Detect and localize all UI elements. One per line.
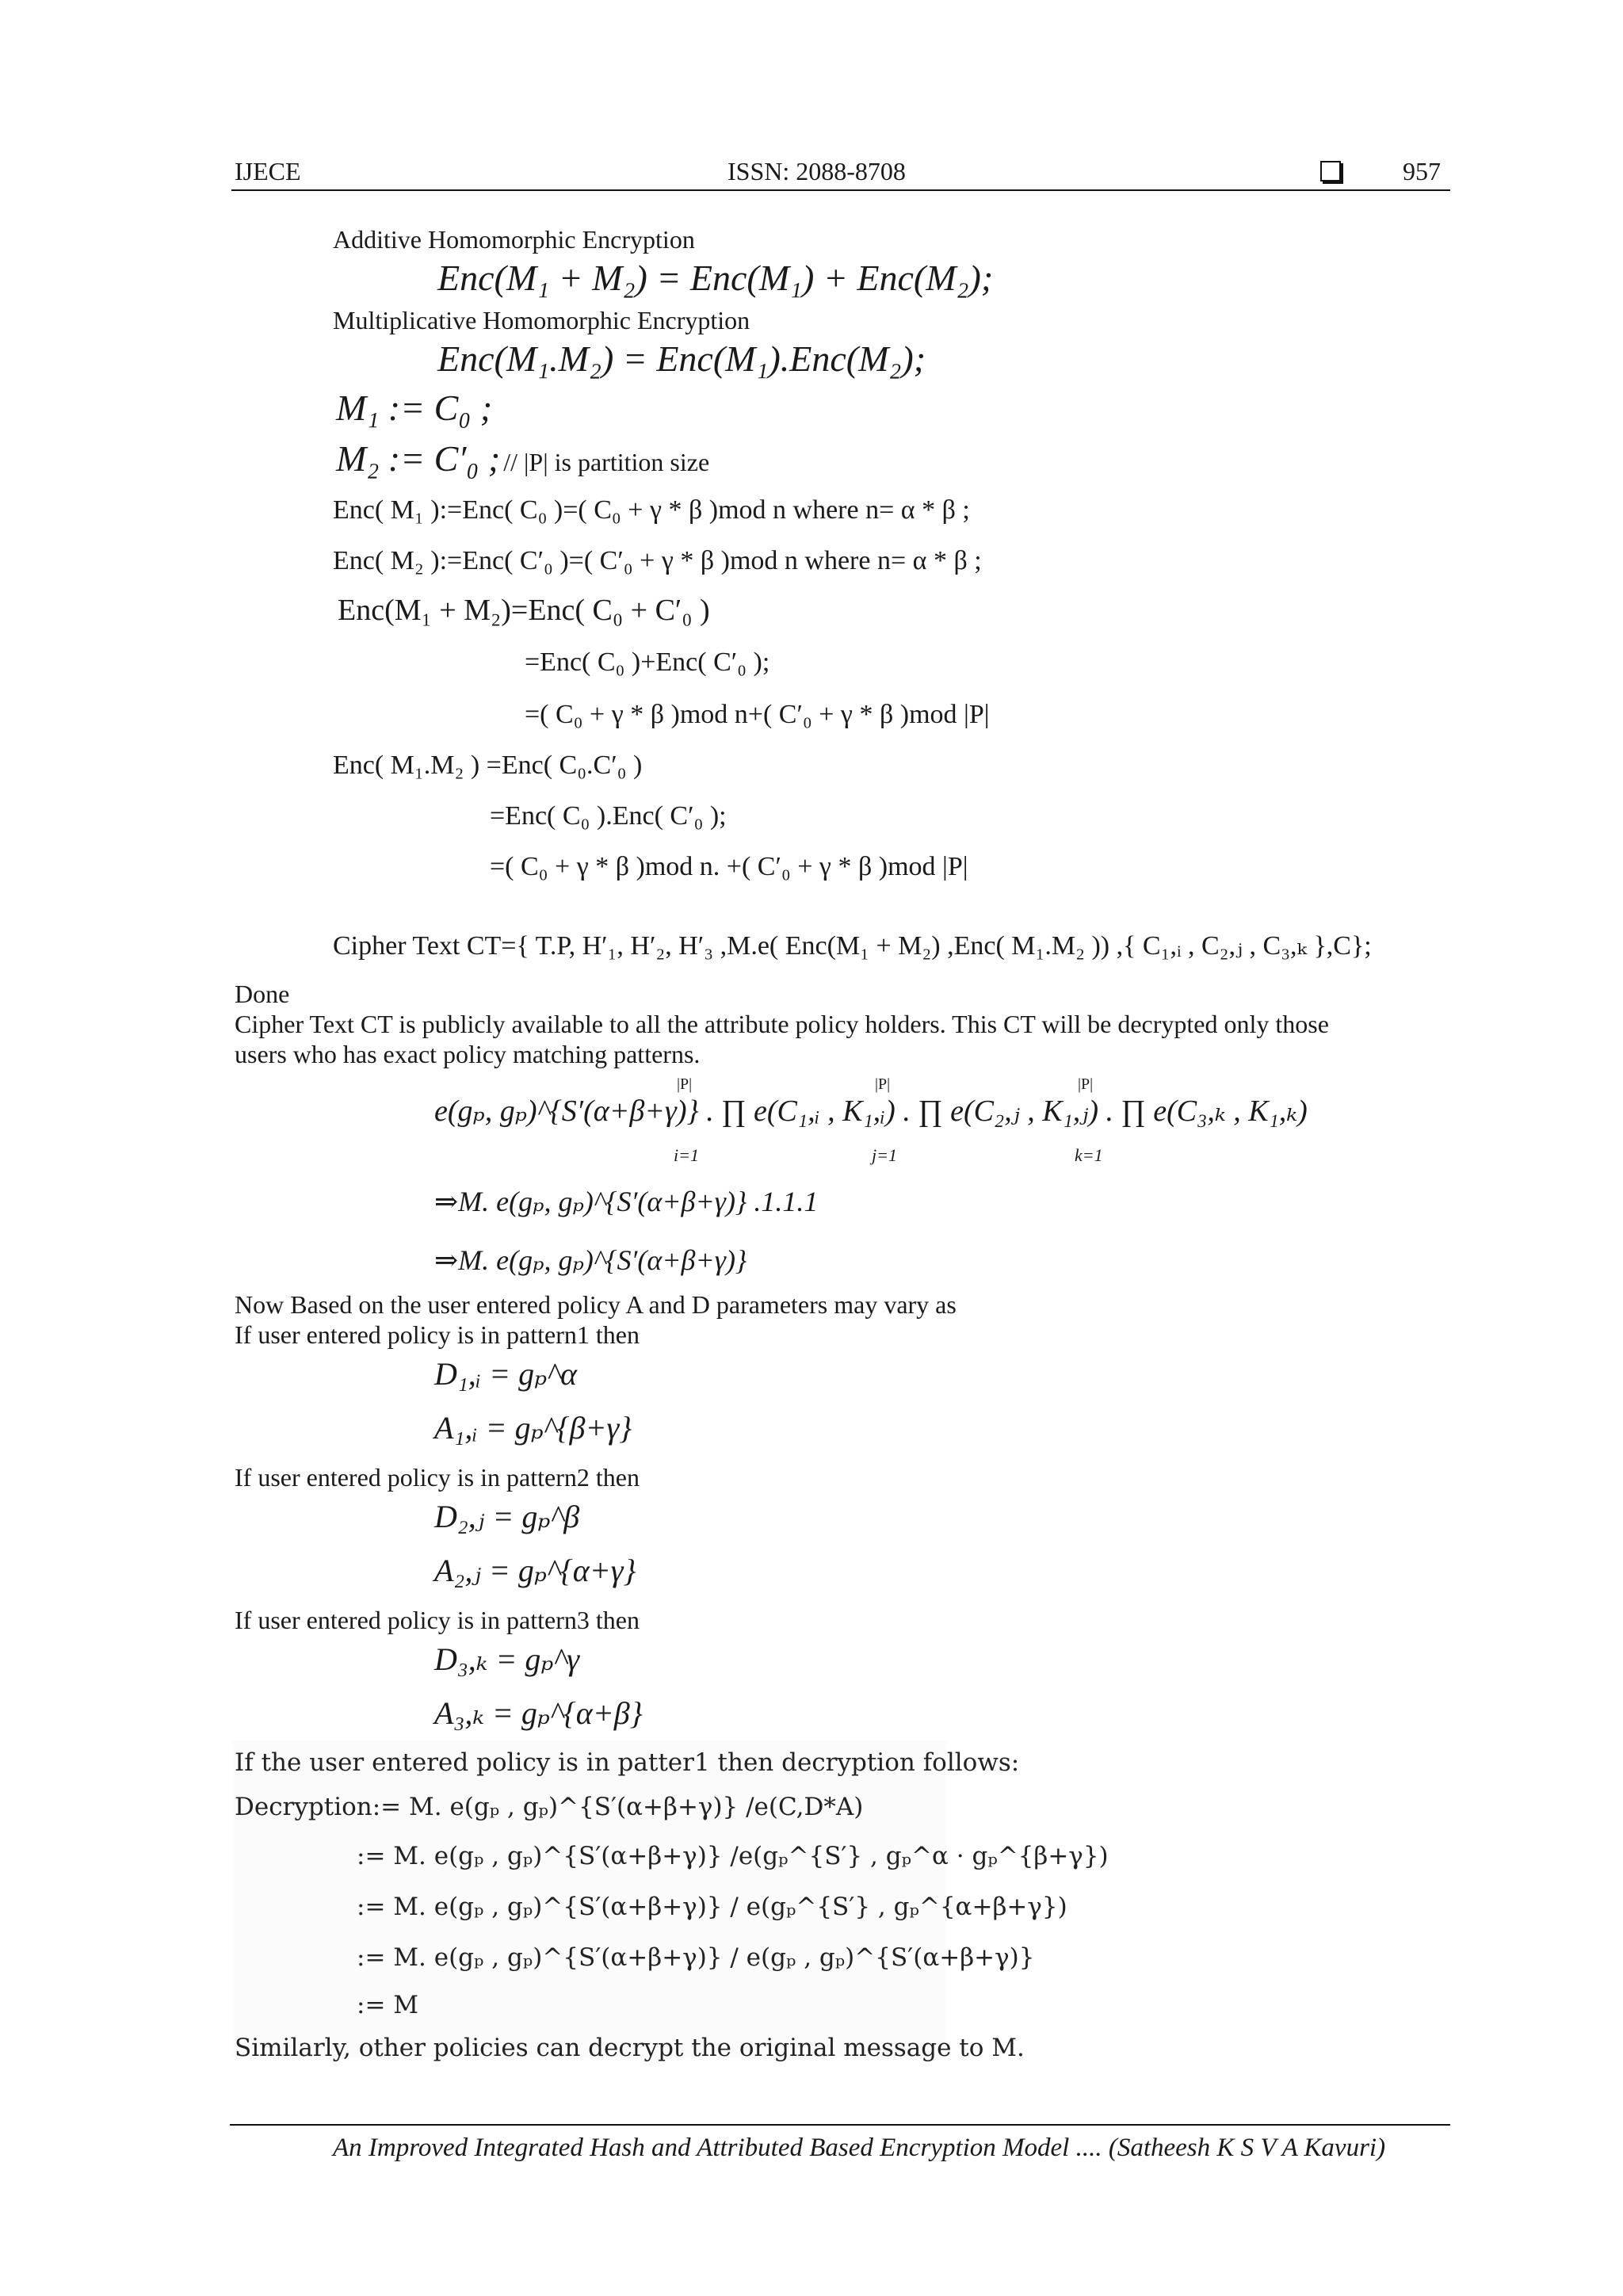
footer-rule <box>230 2124 1450 2126</box>
done-label: Done <box>235 980 290 1008</box>
product-lower-k: k=1 <box>1075 1145 1103 1165</box>
implies-line-1: ⇒M. e(gₚ, gₚ)^{S′(α+β+γ)} .1.1.1 <box>434 1186 819 1217</box>
enc-m1-definition: Enc( M₁ ):=Enc( C₀ )=( C₀ + γ * β )mod n where n= α * β ; <box>333 495 970 525</box>
pattern2-text: If user entered policy is in pattern2 then <box>235 1463 640 1492</box>
product-lower-j: j=1 <box>872 1145 897 1165</box>
pattern1-text: If user entered policy is in pattern1 then <box>235 1320 640 1349</box>
pairing-equation: e(gₚ, gₚ)^{S′(α+β+γ)} . ∏ e(C₁,ᵢ , K₁,ᵢ) . ∏ e(C₂,ⱼ , K₁,ⱼ) . ∏ e(C₃,ₖ , K₁,ₖ) <box>434 1095 1308 1128</box>
d1-equation: D₁,ᵢ = gₚ^α <box>434 1356 577 1392</box>
enc-product-line-3: =( C₀ + γ * β )mod n. +( C′₀ + γ * β )mod |P| <box>490 852 968 881</box>
decryption-step-3: := M. e(gₚ , gₚ)^{S′(α+β+γ)} / e(gₚ^{S′} , gₚ^{α+β+γ}) <box>357 1893 1067 1921</box>
decryption-step-2: := M. e(gₚ , gₚ)^{S′(α+β+γ)} /e(gₚ^{S′} , gₚ^α · gₚ^{β+γ}) <box>357 1842 1109 1870</box>
partition-comment: // |P| is partition size <box>503 448 710 476</box>
enc-sum-line-3: =( C₀ + γ * β )mod n+( C′₀ + γ * β )mod |P| <box>525 700 990 729</box>
enc-product-line-2: =Enc( C₀ ).Enc( C′₀ ); <box>490 801 727 831</box>
decryption-step-1: Decryption:= M. e(gₚ , gₚ)^{S′(α+β+γ)} /e(C,D*A) <box>235 1793 864 1821</box>
decryption-step-5: := M <box>357 1991 419 2019</box>
checkbox-square-icon <box>1320 161 1341 181</box>
multiplicative-equation: Enc(M₁.M₂) = Enc(M₁).Enc(M₂); <box>437 338 926 379</box>
enc-sum-line-2: =Enc( C₀ )+Enc( C′₀ ); <box>525 648 770 677</box>
product-upper-3: |P| <box>1078 1075 1094 1093</box>
pairing-equation-block <box>434 1070 1369 1165</box>
now-based-text: Now Based on the user entered policy A and D parameters may vary as <box>235 1290 957 1319</box>
paragraph-line-1: Cipher Text CT is publicly available to all the attribute policy holders. This CT will be decrypted only those <box>235 1010 1329 1038</box>
cipher-text-definition: Cipher Text CT={ T.P, H′₁, H′₂, H′₃ ,M.e( Enc(M₁ + M₂) ,Enc( M₁.M₂ )) ,{ C₁,ᵢ , C₂,ⱼ , C₃,ₖ },C}; <box>333 931 1372 961</box>
product-upper-2: |P| <box>875 1075 891 1093</box>
journal-name: IJECE <box>235 157 301 185</box>
multiplicative-heading: Multiplicative Homomorphic Encryption <box>333 306 750 334</box>
a2-equation: A₂,ⱼ = gₚ^{α+γ} <box>434 1553 636 1588</box>
decryption-step-4: := M. e(gₚ , gₚ)^{S′(α+β+γ)} / e(gₚ , gₚ)^{S′(α+β+γ)} <box>357 1943 1035 1972</box>
enc-sum-line-1: Enc(M₁ + M₂)=Enc( C₀ + C′₀ ) <box>338 594 710 627</box>
header-rule <box>231 189 1450 191</box>
a3-equation: A₃,ₖ = gₚ^{α+β} <box>434 1695 643 1731</box>
similarly-text: Similarly, other policies can decrypt the original message to M. <box>235 2034 1025 2062</box>
decryption-intro: If the user entered policy is in patter1 then decryption follows: <box>235 1748 1020 1777</box>
product-upper-1: |P| <box>677 1075 693 1093</box>
paragraph-line-2: users who has exact policy matching patterns. <box>235 1040 701 1068</box>
additive-equation: Enc(M₁ + M₂) = Enc(M₁) + Enc(M₂); <box>437 258 994 298</box>
additive-heading: Additive Homomorphic Encryption <box>333 225 695 254</box>
m1-assignment: M₁ := C₀ ; <box>336 388 493 428</box>
implies-line-2: ⇒M. e(gₚ, gₚ)^{S′(α+β+γ)} <box>434 1244 747 1276</box>
m2-assignment-line <box>336 439 709 479</box>
a1-equation: A₁,ᵢ = gₚ^{β+γ} <box>434 1410 632 1446</box>
enc-m2-definition: Enc( M₂ ):=Enc( C′₀ )=( C′₀ + γ * β )mod n where n= α * β ; <box>333 546 982 575</box>
m2-assignment: M₂ := C′₀ ; <box>336 438 501 479</box>
pattern3-text: If user entered policy is in pattern3 then <box>235 1606 640 1634</box>
issn: ISSN: 2088-8708 <box>727 157 906 185</box>
footer-text: An Improved Integrated Hash and Attributed Based Encryption Model .... (Satheesh K S V A Kavuri) <box>333 2134 1386 2162</box>
page-number: 957 <box>1403 157 1441 185</box>
d3-equation: D₃,ₖ = gₚ^γ <box>434 1641 580 1677</box>
d2-equation: D₂,ⱼ = gₚ^β <box>434 1499 580 1534</box>
enc-product-line-1: Enc( M₁.M₂ ) =Enc( C₀.C′₀ ) <box>333 751 643 780</box>
product-lower-i: i=1 <box>674 1145 699 1165</box>
